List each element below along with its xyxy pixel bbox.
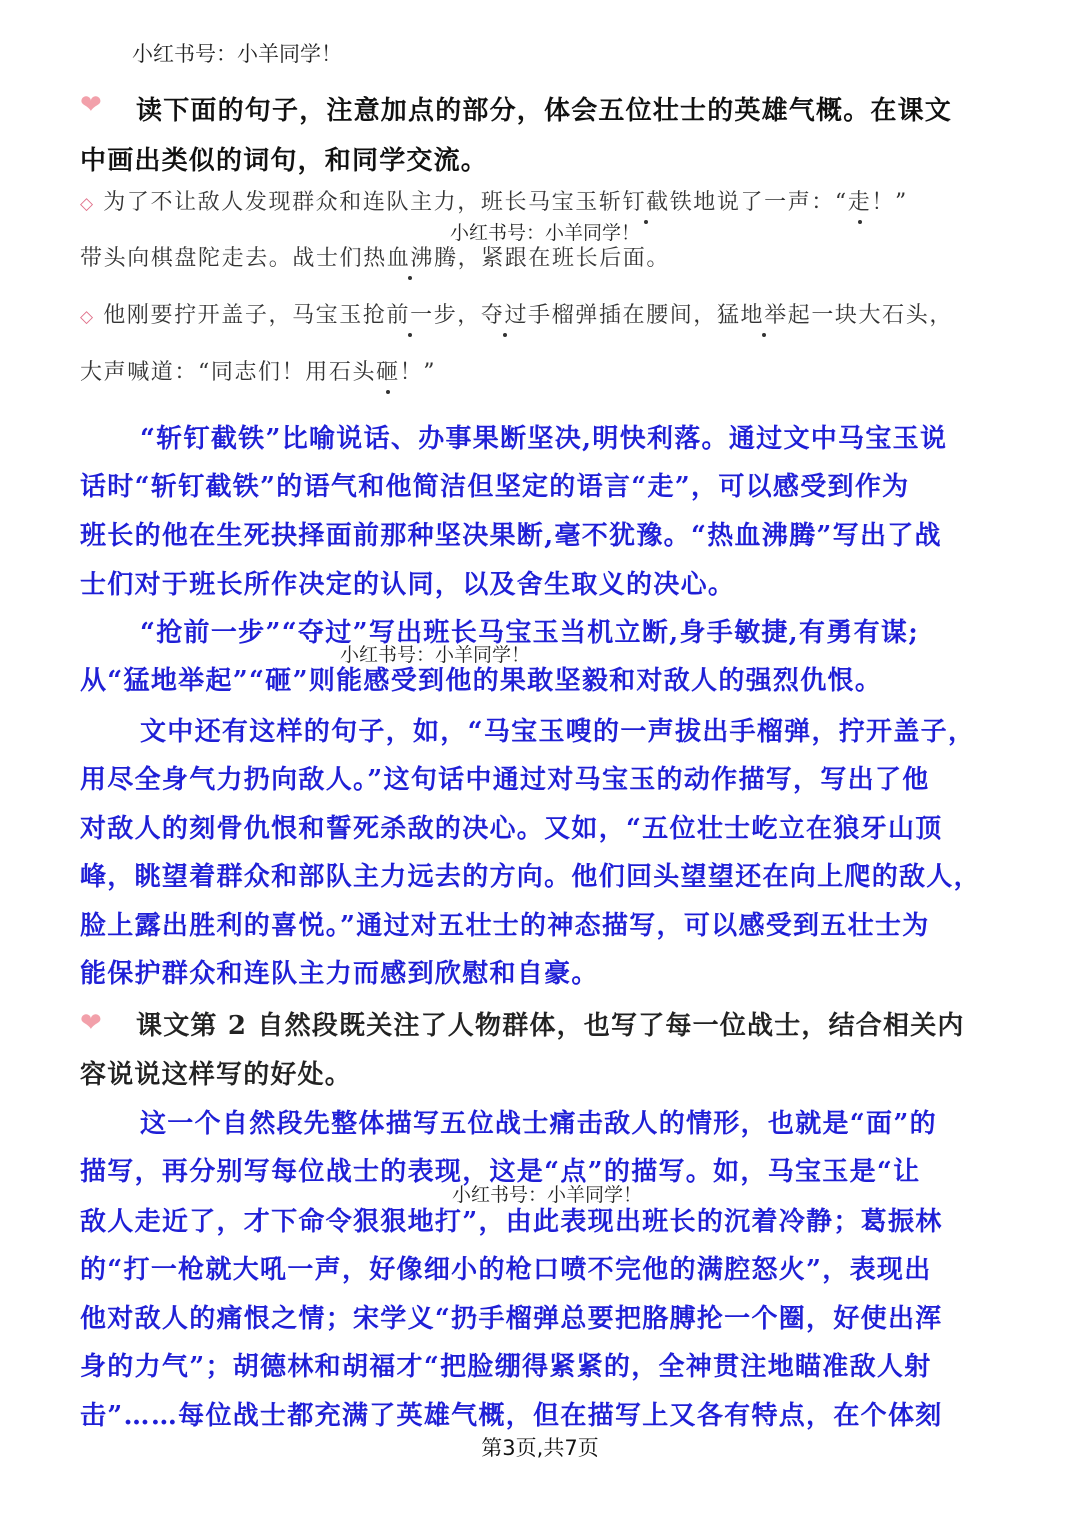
watermark-text: 小红书号：小羊同学！ (452, 1184, 643, 1206)
answer1-line: “斩钉截铁”比喻说话、办事果断坚决,明快利落。通过文中马宝玉说 (140, 424, 948, 454)
answer1-line: 能保护群众和连队主力而感到欣慰和自豪。 (80, 959, 599, 989)
heart-icon: ❤ (80, 90, 102, 120)
quote-text: 他刚要拧开盖子，马宝玉 (103, 303, 363, 328)
emphasized-words: 抢前一步 (363, 298, 457, 329)
answer2-line: 的“打一枪就大吼一声，好像细小的枪口喷不完他的满腔怒火”，表现出 (80, 1255, 932, 1285)
quote-text: 带头向棋盘陀走去。战士们 (80, 246, 364, 271)
question1-line1: 读下面的句子，注意加点的部分，体会五位壮士的英雄气概。在课文 (136, 96, 953, 126)
heart-icon: ❤ (80, 1008, 102, 1038)
quote-text: ， (457, 303, 481, 328)
answer2-line: 描写，再分别写每位战士的表现，这是“点”的描写。如，马宝玉是“让 (80, 1157, 921, 1187)
diamond-bullet-icon: ◇ (80, 307, 95, 327)
quote-text: 大声喊道：“同志们！用石头 (80, 360, 377, 385)
answer1-line: “抢前一步”“夺过”写出班长马宝玉当机立断,身手敏捷,有勇有谋; (140, 618, 920, 648)
quote2-line2 (80, 355, 436, 386)
quote2-line1 (80, 298, 953, 329)
answer2-line: 身的力气”；胡德林和胡福才“把脸绷得紧紧的，全神贯注地瞄准敌人射 (80, 1352, 932, 1382)
quote-text: ！” (871, 190, 908, 215)
quote-text: 一块大石头， (811, 303, 953, 328)
emphasized-words: 砸 (376, 355, 400, 386)
answer1-line: 文中还有这样的句子，如，“马宝玉嗖的一声拔出手榴弹，拧开盖子， (140, 717, 976, 747)
answer1-line: 从“猛地举起”“砸”则能感受到他的果敢坚毅和对敌人的强烈仇恨。 (80, 666, 883, 696)
emphasized-words: 热血沸腾 (363, 241, 457, 272)
emphasized-words: 斩钉截铁 (599, 185, 693, 216)
answer2-line: 击”……每位战士都充满了英雄气概，但在描写上又各有特点，在个体刻 (80, 1401, 943, 1431)
watermark-text: 小红书号：小羊同学！ (450, 222, 641, 244)
answer1-line: 士们对于班长所作决定的认同，以及舍生取义的决心。 (80, 570, 736, 600)
answer2-line: 这一个自然段先整体描写五位战士痛击敌人的情形，也就是“面”的 (140, 1109, 937, 1139)
answer1-line: 脸上露出胜利的喜悦。”通过对五壮士的神态描写，可以感受到五壮士为 (80, 911, 930, 941)
answer1-line: 峰，眺望着群众和部队主力远去的方向。他们回头望望还在向上爬的敌人， (80, 862, 981, 892)
emphasized-words: 走 (848, 185, 872, 216)
quote1-line2 (80, 241, 670, 272)
answer2-line: 敌人走近了，才下命令狠狠地打”，由此表现出班长的沉着冷静；葛振林 (80, 1207, 943, 1237)
quote1-line1 (80, 185, 908, 216)
watermark-text: 小红书号：小羊同学！ (340, 644, 531, 666)
page-number-footer: 第3页,共7页 (481, 1436, 599, 1460)
diamond-bullet-icon: ◇ (80, 194, 95, 214)
quote-text: 为了不让敌人发现群众和连队主力，班长马宝玉 (103, 190, 599, 215)
emphasized-words: 猛地举起 (717, 298, 811, 329)
quote-text: ！” (399, 360, 437, 385)
question1-line2: 中画出类似的词句，和同学交流。 (80, 146, 489, 176)
quote-text: ，紧跟在班长后面。 (457, 246, 671, 271)
quote-text: 地说了一声：“ (693, 190, 848, 215)
emphasized-words: 夺过 (481, 298, 528, 329)
answer1-line: 班长的他在生死抉择面前那种坚决果断,毫不犹豫。“热血沸腾”写出了战 (80, 521, 942, 551)
answer1-line: 用尽全身气力扔向敌人。”这句话中通过对马宝玉的动作描写，写出了他 (80, 765, 930, 795)
header-watermark: 小红书号：小羊同学！ (132, 42, 342, 66)
answer2-line: 他对敌人的痛恨之情；宋学义“扔手榴弹总要把胳膊抡一个圈，好使出浑 (80, 1304, 943, 1334)
question2-line2: 容说说这样写的好处。 (80, 1060, 353, 1090)
answer1-line: 对敌人的刻骨仇恨和誓死杀敌的决心。又如，“五位壮士屹立在狼牙山顶 (80, 814, 943, 844)
question2-line1: 课文第 2 自然段既关注了人物群体，也写了每一位战士，结合相关内 (136, 1011, 965, 1041)
answer1-line: 话时“斩钉截铁”的语气和他简洁但坚定的语言“走”，可以感受到作为 (80, 472, 910, 502)
quote-text: 手榴弹插在腰间， (528, 303, 717, 328)
